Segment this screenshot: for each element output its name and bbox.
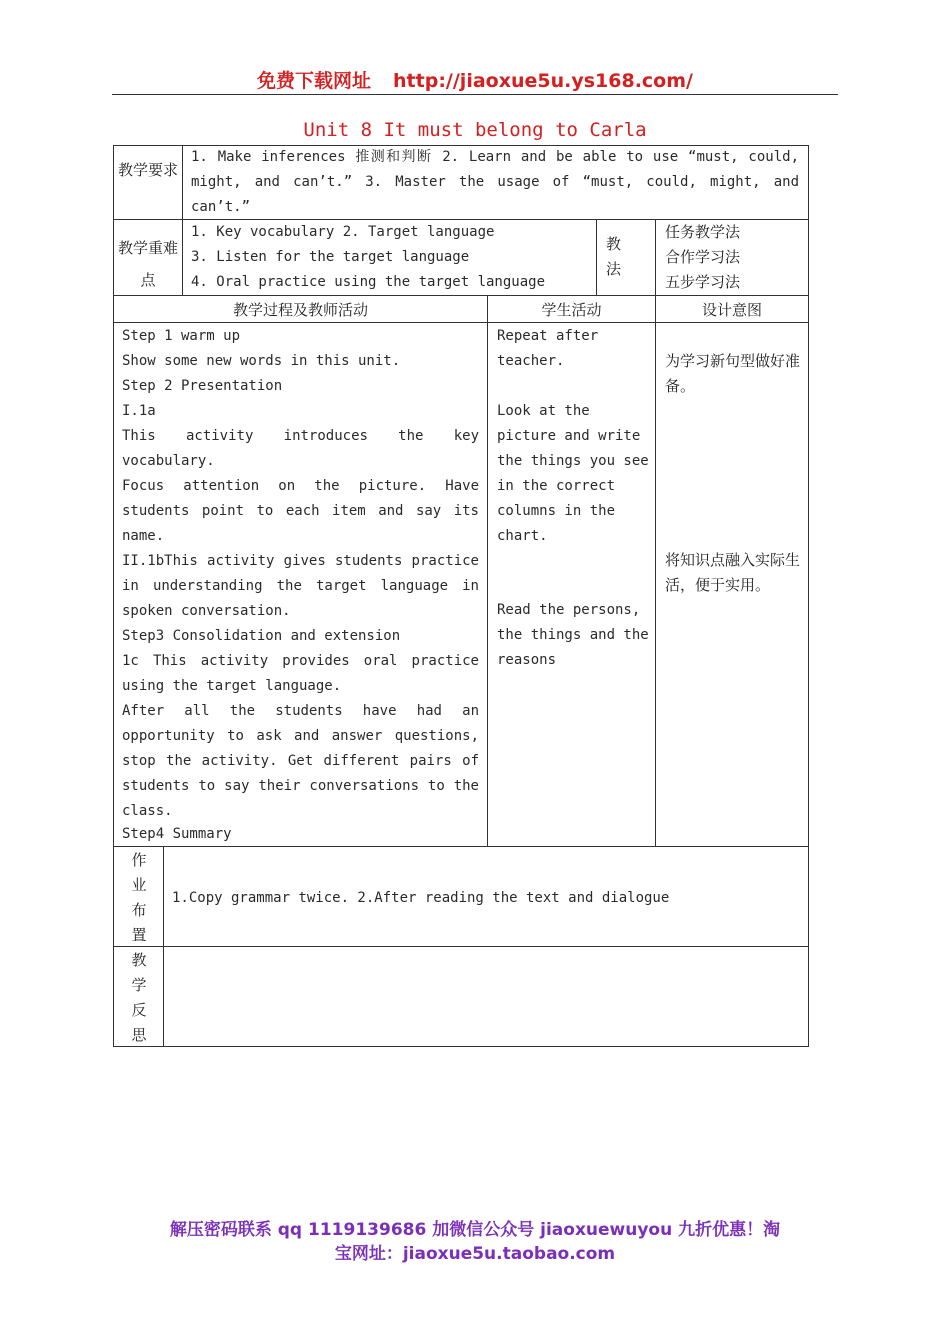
teacher-step: 1c This activity provides oral practice using the target language. [122, 653, 479, 694]
homework-label: 作业布置 [131, 851, 147, 944]
key-points-label: 教学重难点 [118, 239, 179, 289]
page-title: Unit 8 It must belong to Carla [303, 119, 647, 141]
reflection-label: 教学反思 [131, 951, 147, 1044]
table-border-bottom [113, 1046, 809, 1047]
student-column-header: 学生活动 [541, 301, 602, 319]
table-rule [182, 145, 183, 295]
design-intent-first: 为学习新句型做好准备。 [665, 352, 801, 395]
key-point-item: 4. Oral practice using the target language [191, 274, 546, 290]
table-rule [113, 322, 809, 323]
design-column-header: 设计意图 [701, 301, 762, 319]
teacher-step: Focus attention on the picture. Have students point to each item and say its name. [122, 478, 479, 544]
teacher-step: II.1bThis activity gives students practice in understanding the target language in spoken conversation. [122, 553, 479, 619]
page-header [0, 66, 950, 93]
requirements-content: 1. Make inferences 推测和判断 2. Learn and be able to use “must, could, might, and can’t.” 3. Master the usage of “must, could, might, and can’t.” [191, 149, 799, 215]
teacher-step: Step3 Consolidation and extension [122, 628, 401, 644]
method-item: 任务教学法 [665, 223, 741, 241]
teacher-column-header: 教学过程及教师活动 [232, 301, 368, 319]
homework-content: 1.Copy grammar twice. 2.After reading the text and dialogue [172, 890, 670, 906]
design-intent-second: 将知识点融入实际生活，便于实用。 [665, 551, 801, 594]
method-item: 五步学习法 [665, 273, 741, 291]
teacher-step: I.1a [122, 403, 156, 419]
table-rule [113, 295, 809, 296]
method-item: 合作学习法 [665, 248, 741, 266]
teacher-step: This activity introduces the key vocabulary. [122, 428, 479, 469]
table-border-left [113, 145, 114, 1047]
student-activity-read: Read the persons, the things and the reasons [497, 602, 649, 668]
method-label: 教法 [606, 235, 622, 278]
student-activity-repeat: Repeat after teacher. [497, 328, 599, 369]
footer-shop-link[interactable]: 宝网址：jiaoxue5u.taobao.com [334, 1244, 616, 1264]
table-rule [113, 946, 809, 947]
key-points-list [191, 220, 591, 295]
teacher-step: After all the students have had an opportunity to ask and answer questions, stop the activity. Get different pairs of students to say their conversations to the class. [122, 703, 479, 819]
header-divider [112, 94, 838, 95]
footer-contact-line: 解压密码联系 qq 1119139686 加微信公众号 jiaoxuewuyou 九折优惠！淘 [169, 1220, 781, 1240]
page-footer [100, 1218, 850, 1266]
teacher-step: Step 2 Presentation [122, 378, 283, 394]
key-point-item: 1. Key vocabulary 2. Target language [191, 224, 495, 240]
student-activity-look: Look at the picture and write the things you see in the correct columns in the chart. [497, 403, 649, 544]
requirements-label: 教学要求 [118, 161, 179, 179]
header-label: 免费下载网址 [257, 70, 372, 92]
key-point-item: 3. Listen for the target language [191, 249, 470, 265]
teacher-step: Show some new words in this unit. [122, 353, 401, 369]
methods-list [665, 220, 805, 295]
table-rule [113, 846, 809, 847]
teacher-step: Step 1 warm up [122, 328, 241, 344]
header-url-link[interactable]: http://jiaoxue5u.ys168.com/ [393, 70, 693, 92]
teacher-step: Step4 Summary [122, 826, 232, 842]
table-rule [487, 295, 488, 846]
teacher-activities [122, 324, 479, 844]
table-rule [163, 846, 164, 1046]
table-border-right [808, 145, 809, 1047]
table-rule [596, 219, 597, 295]
